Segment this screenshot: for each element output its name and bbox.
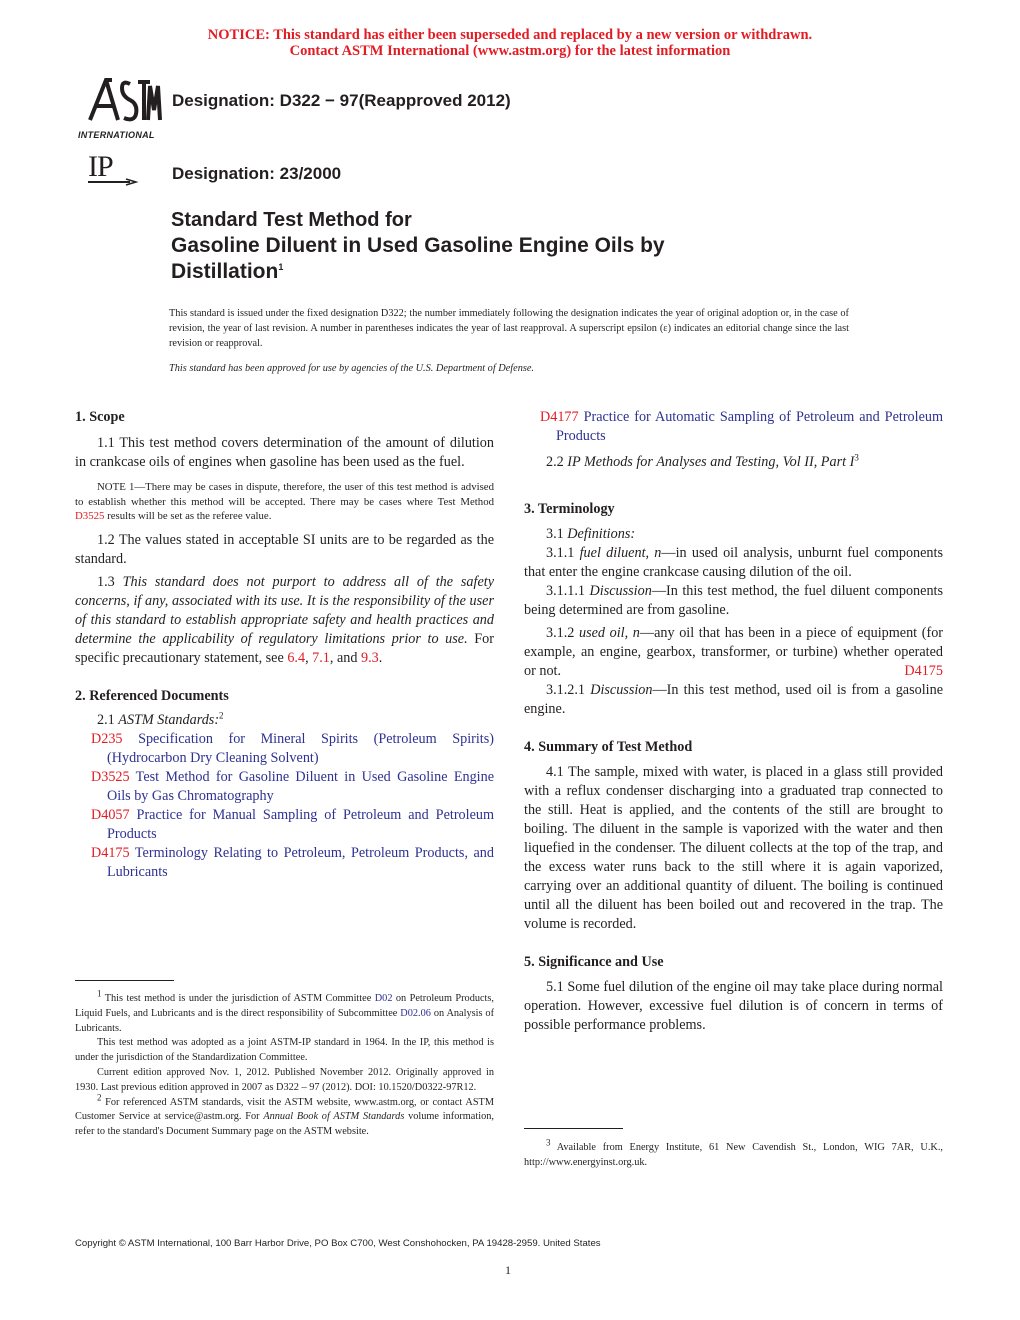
ref-d4175-link[interactable]: D4175 (91, 844, 130, 861)
section-3-1-2-1-num: 3.1.2.1 (546, 682, 591, 698)
right-column (524, 408, 943, 1035)
footnote-mark-3: 3 (854, 452, 859, 463)
section-2-2 (524, 453, 943, 472)
link-9-3[interactable]: 9.3 (361, 649, 379, 666)
footnote-1-text-c: on Analysis of Lubricants. (75, 1007, 495, 1034)
title-line-1: Standard Test Method for (171, 209, 412, 231)
link-d02-06[interactable]: D02.06 (400, 1007, 431, 1019)
section-1-3-num: 1.3 (97, 573, 123, 590)
section-3-1-1-1-text: —In this test method, the fuel diluent components being determined are from gasoline. (524, 583, 944, 618)
footnote-2-mark: 2 (97, 1092, 102, 1103)
ref-d4177-title[interactable]: Practice for Automatic Sampling of Petroleum and Petroleum Products (556, 409, 943, 444)
link-d02[interactable]: D02 (374, 993, 393, 1004)
section-1-3 (75, 573, 494, 668)
ip-logo-text: IP (88, 150, 113, 183)
section-3-heading: 3. Terminology (524, 501, 615, 517)
footnote-2-text-a: For referenced ASTM standards, visit the ASTM website, www.astm.org, or contact ASTM Customer Service at service@astm.org. For (75, 1096, 494, 1123)
section-4-heading: 4. Summary of Test Method (524, 739, 693, 755)
ref-d4177-link[interactable]: D4177 (540, 409, 579, 425)
ref-d235-link[interactable]: D235 (91, 730, 123, 747)
sep-1: , (305, 649, 313, 666)
section-5-heading: 5. Significance and Use (524, 954, 664, 970)
footnote-1-mark: 1 (97, 988, 102, 999)
footnote-1-text-b: on Petroleum Products, Liquid Fuels, and Lubricants and is the direct responsibility of Subcommittee (75, 993, 494, 1019)
title-footnote-mark: 1 (278, 262, 284, 272)
notice-line-2: Contact ASTM International (www.astm.org) for the latest information (289, 43, 731, 59)
title-line-2: Gasoline Diluent in Used Gasoline Engine Oils by (171, 234, 665, 257)
footnote-rule-left (75, 980, 174, 981)
ref-d3525 (75, 768, 494, 806)
section-2-2-italic: IP Methods for Analyses and Testing, Vol II, Part I (567, 454, 855, 470)
document-title (171, 207, 665, 285)
ref-d4057-title[interactable]: Practice for Manual Sampling of Petroleum and Petroleum Products (107, 806, 494, 842)
section-3-1-1-1-italic: Discussion (589, 583, 652, 599)
footnote-1-p3: Current edition approved Nov. 1, 2012. Published November 2012. Originally approved in 1930. Last previous edition approved in 2007 as D322 – 97 (2012). DOI: 10.1520/D0322-97R12. (75, 1066, 494, 1093)
ref-d4177 (524, 408, 943, 446)
left-column (75, 408, 494, 882)
footnote-1 (75, 988, 495, 1036)
footnote-3 (524, 1137, 943, 1171)
designation-ip: Designation: 23/2000 (172, 164, 342, 183)
footnote-3-mark: 3 (546, 1137, 551, 1148)
section-3-1-italic: Definitions: (567, 526, 636, 542)
section-2-heading: 2. Referenced Documents (75, 687, 229, 704)
section-3-1-num: 3.1 (546, 526, 568, 542)
section-1-3-tail: For specific precautionary statement, see (75, 630, 495, 666)
astm-logo (78, 74, 162, 144)
footnote-1-p2: This test method was adopted as a joint ASTM-IP standard in 1964. In the IP, this method is under the jurisdiction of the Standardization Committee. (75, 1037, 494, 1064)
footnote-2-text-b: volume information, refer to the standard's Document Summary page on the ASTM website. (75, 1111, 494, 1138)
section-2-1-italic: ASTM Standards: (118, 711, 220, 728)
ref-d3525-link[interactable]: D3525 (91, 768, 130, 785)
ref-d4175-title[interactable]: Terminology Relating to Petroleum, Petroleum Products, and Lubricants (107, 844, 494, 880)
title-line-3 (171, 259, 665, 285)
section-3-1-2-1-text: —In this test method, used oil is from a gasoline engine. (524, 682, 943, 717)
ref-d4175 (75, 844, 494, 882)
section-3-1-1-1 (524, 582, 943, 620)
section-2-1-num: 2.1 (97, 711, 119, 728)
note-1-link-d3525[interactable]: D3525 (75, 510, 105, 522)
section-1-1: 1.1 This test method covers determination of the amount of dilution in crankcase oils of engines when gasoline has been used as the fuel. (75, 435, 494, 470)
copyright-line: Copyright © ASTM International, 100 Barr Harbor Drive, PO Box C700, West Conshohocken, PA 19428-2959. United States (75, 1238, 601, 1249)
astm-logo-text: INTERNATIONAL (78, 130, 155, 140)
ref-d4057-link[interactable]: D4057 (91, 806, 130, 823)
section-3-1-2-term: used oil, n (579, 625, 640, 641)
footnote-rule-right (524, 1128, 623, 1129)
section-3-1-1-num: 3.1.1 (546, 545, 580, 561)
section-1-3-end: . (378, 649, 383, 666)
dod-approval-statement: This standard has been approved for use by agencies of the U.S. Department of Defense. (169, 363, 535, 374)
ref-d4057 (75, 806, 494, 844)
section-3-1 (524, 525, 943, 544)
link-6-4[interactable]: 6.4 (287, 649, 306, 666)
footnote-2 (75, 1092, 494, 1140)
note-1-tail: results will be set as the referee value. (104, 510, 272, 522)
designation-astm: Designation: D322 − 97(Reapproved 2012) (172, 91, 511, 110)
page-number: 1 (505, 1263, 511, 1277)
section-3-1-2-1 (524, 681, 943, 719)
notice-banner (0, 27, 1020, 59)
section-2-2-num: 2.2 (546, 454, 568, 470)
right-footnotes (524, 1137, 943, 1171)
section-3-1-2-1-italic: Discussion (590, 682, 653, 698)
issuance-statement: This standard is issued under the fixed designation D322; the number immediately following the designation indicates the year of original adoption or, in the case of revision, the year of last revision. A number in parentheses indicates the year of last reapproval. A superscript epsilon (ε) indicates an editorial change since the last revision or reapproval. (169, 308, 849, 349)
footnote-2-italic: Annual Book of ASTM Standards (263, 1111, 405, 1123)
section-3-1-1 (524, 544, 943, 582)
section-3-1-1-term: fuel diluent, n (579, 545, 662, 561)
note-1 (75, 480, 494, 524)
footnote-1-text-a: This test method is under the jurisdiction of ASTM Committee (101, 993, 375, 1004)
ip-logo (86, 150, 140, 186)
section-4-1: 4.1 The sample, mixed with water, is placed in a glass still provided with a reflux condenser discharging into a graduated trap connected to the still. Heat is applied, and the contents of the still are brought to boiling. The diluent in the sample is vaporized with the water and then liquefied in the condenser. The diluent collects at the top of the trap, and the excess water runs back to the still where it is again vaporized, carrying over an additional quantity of diluent. The boiling is continued until all the diluent has been boiled out and recovered in the trap. The volume is recorded. (524, 764, 943, 932)
link-7-1[interactable]: 7.1 (312, 649, 330, 666)
section-3-1-1-text: —in used oil analysis, unburnt fuel components that enter the engine crankcase causing dilution of the oil. (524, 545, 943, 580)
sep-2: , and (329, 649, 362, 666)
title-line-3-text: Distillation (171, 260, 279, 283)
section-3-1-2-text: —any oil that has been in a piece of equipment (for example, an engine, gearbox, transformer, or turbine) whether operated or not. (524, 625, 944, 679)
left-footnotes (75, 988, 495, 1140)
section-3-1-2-ref-link[interactable]: D4175 (904, 663, 943, 679)
ref-d235 (75, 730, 494, 768)
notice-line-1: NOTICE: This standard has either been superseded and replaced by a new version or withdrawn. (207, 27, 813, 43)
ref-d3525-title[interactable]: Test Method for Gasoline Diluent in Used Gasoline Engine Oils by Gas Chromatography (107, 768, 494, 804)
section-3-1-2 (524, 624, 943, 681)
section-3-1-1-1-num: 3.1.1.1 (546, 583, 590, 599)
section-1-3-italic: This standard does not purport to address all of the safety concerns, if any, associated with its use. It is the responsibility of the user of this standard to establish appropriate safety and health practices and determine the applicability of regulatory limitations prior to use. (75, 573, 495, 647)
section-1-heading: 1. Scope (75, 409, 125, 425)
section-5-1: 5.1 Some fuel dilution of the engine oil may take place during normal operation. However, excessive fuel dilution is of concern in terms of possible performance problems. (524, 979, 943, 1033)
footnote-mark-2: 2 (219, 709, 224, 720)
ip-underline-icon (86, 178, 140, 186)
ref-d235-title[interactable]: Specification for Mineral Spirits (Petroleum Spirits) (Hydrocarbon Dry Cleaning Solvent) (107, 730, 494, 766)
footnote-3-text: Available from Energy Institute, 61 New Cavendish St., London, WIG 7AR, U.K., http://www.energyinst.org.uk. (524, 1142, 943, 1168)
section-1-2: 1.2 The values stated in acceptable SI units are to be regarded as the standard. (75, 531, 494, 567)
section-2-1 (75, 711, 494, 730)
note-1-text: NOTE 1—There may be cases in dispute, therefore, the user of this test method is advised to establish whether this method will be accepted. There may be cases where Test Method (75, 481, 494, 508)
section-3-1-2-num: 3.1.2 (546, 625, 580, 641)
